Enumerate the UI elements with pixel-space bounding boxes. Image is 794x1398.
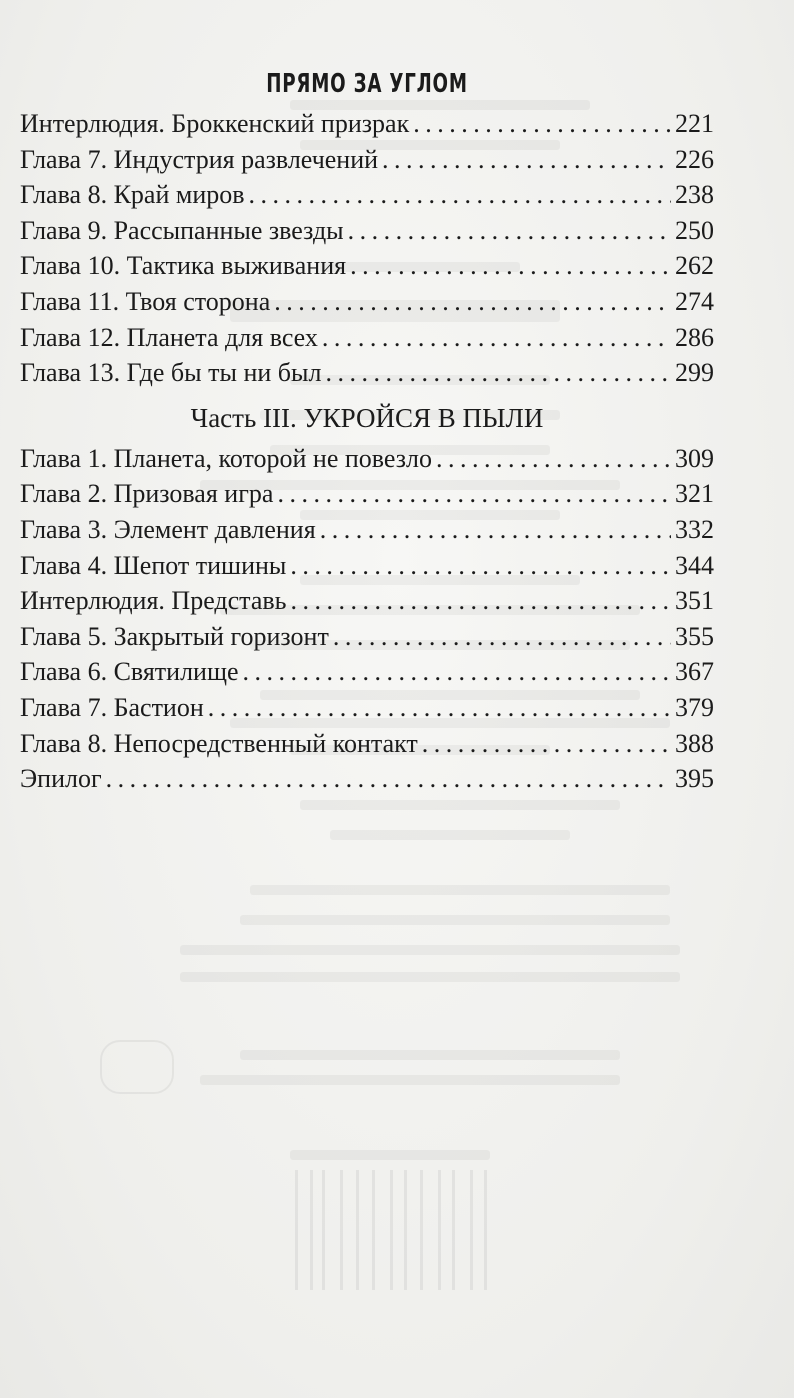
toc-entry-page-number: 332 <box>675 514 714 544</box>
toc-entry <box>20 213 714 249</box>
toc-entry-page-number: 226 <box>675 144 714 174</box>
toc-leader-dots <box>333 619 671 655</box>
toc-entry <box>20 248 714 284</box>
toc-leader-dots <box>348 213 671 249</box>
toc-entry <box>20 476 714 512</box>
toc-entry-page-number: 321 <box>675 479 714 509</box>
toc-leader-dots <box>436 441 671 477</box>
toc-entry-title: Интерлюдия. Представь <box>20 586 287 616</box>
toc-entry-page-number: 344 <box>675 550 714 580</box>
toc-entry-title: Глава 7. Бастион <box>20 692 204 722</box>
part-three-heading: Часть III. УКРОЙСЯ В ПЫЛИ <box>190 402 544 433</box>
toc-leader-dots <box>106 761 671 797</box>
toc-entry-title: Глава 9. Рассыпанные звезды <box>20 215 344 245</box>
toc-entry-title: Глава 13. Где бы ты ни был <box>20 358 322 388</box>
toc-entry-page-number: 355 <box>675 621 714 651</box>
toc-entry-page-number: 250 <box>675 215 714 245</box>
toc-entry-page-number: 221 <box>675 109 714 138</box>
toc-list-part-three <box>20 441 714 797</box>
toc-entry <box>20 548 714 584</box>
toc-entry <box>20 726 714 762</box>
toc-leader-dots <box>277 476 671 512</box>
toc-entry-page-number: 395 <box>675 764 714 794</box>
toc-entry-title: Глава 1. Планета, которой не повезло <box>20 443 433 473</box>
toc-entry <box>20 106 714 142</box>
toc-entry-title: Эпилог <box>20 764 102 794</box>
toc-entry <box>20 355 714 391</box>
toc-entry <box>20 690 714 726</box>
toc-entry-page-number: 351 <box>675 586 714 616</box>
toc-entry-title: Глава 7. Индустрия развлечений <box>20 144 379 174</box>
toc-entry-title: Глава 11. Твоя сторона <box>20 286 271 316</box>
toc-entry-title: Глава 10. Тактика выживания <box>20 251 347 281</box>
toc-entry-title: Интерлюдия. Броккенский призрак <box>20 109 410 138</box>
toc-entry <box>20 583 714 619</box>
toc-entry <box>20 320 714 356</box>
toc-entry <box>20 441 714 477</box>
toc-entry <box>20 284 714 320</box>
toc-leader-dots <box>249 177 671 213</box>
toc-list-part-two <box>20 106 714 391</box>
toc-leader-dots <box>382 142 671 178</box>
toc-entry <box>20 619 714 655</box>
toc-entry-title: Глава 6. Святилище <box>20 657 239 687</box>
toc-entry <box>20 142 714 178</box>
toc-entry <box>20 512 714 548</box>
toc-entry-title: Глава 8. Край миров <box>20 180 245 210</box>
toc-entry-title: Глава 5. Закрытый горизонт <box>20 621 329 651</box>
toc-entry-title: Глава 3. Элемент давления <box>20 514 316 544</box>
toc-entry <box>20 761 714 797</box>
toc-leader-dots <box>422 726 671 762</box>
toc-leader-dots <box>274 284 671 320</box>
toc-leader-dots <box>350 248 671 284</box>
toc-entry-page-number: 274 <box>675 286 714 316</box>
toc-entry-title: Глава 4. Шепот тишины <box>20 550 287 580</box>
toc-leader-dots <box>291 583 671 619</box>
toc-leader-dots <box>208 690 671 726</box>
toc-entry-page-number: 388 <box>675 728 714 758</box>
toc-entry-page-number: 238 <box>675 180 714 210</box>
toc-leader-dots <box>290 548 671 584</box>
toc-leader-dots <box>325 355 671 391</box>
toc-entry-page-number: 309 <box>675 443 714 473</box>
toc-entry-page-number: 367 <box>675 657 714 687</box>
toc-entry-title: Глава 12. Планета для всех <box>20 322 318 352</box>
toc-entry <box>20 654 714 690</box>
toc-entry-page-number: 262 <box>675 251 714 281</box>
toc-leader-dots <box>320 512 671 548</box>
toc-entry-page-number: 286 <box>675 322 714 352</box>
toc-entry-title: Глава 2. Призовая игра <box>20 479 274 509</box>
toc-entry-page-number: 299 <box>675 358 714 388</box>
toc-leader-dots <box>243 654 671 690</box>
toc-entry-title: Глава 8. Непосредственный контакт <box>20 728 418 758</box>
toc-leader-dots <box>413 106 671 142</box>
toc-entry-page-number: 379 <box>675 692 714 722</box>
section-title: ПРЯМО ЗА УГЛОМ <box>266 69 468 99</box>
toc-entry <box>20 177 714 213</box>
toc-leader-dots <box>322 320 671 356</box>
table-of-contents <box>20 62 714 797</box>
